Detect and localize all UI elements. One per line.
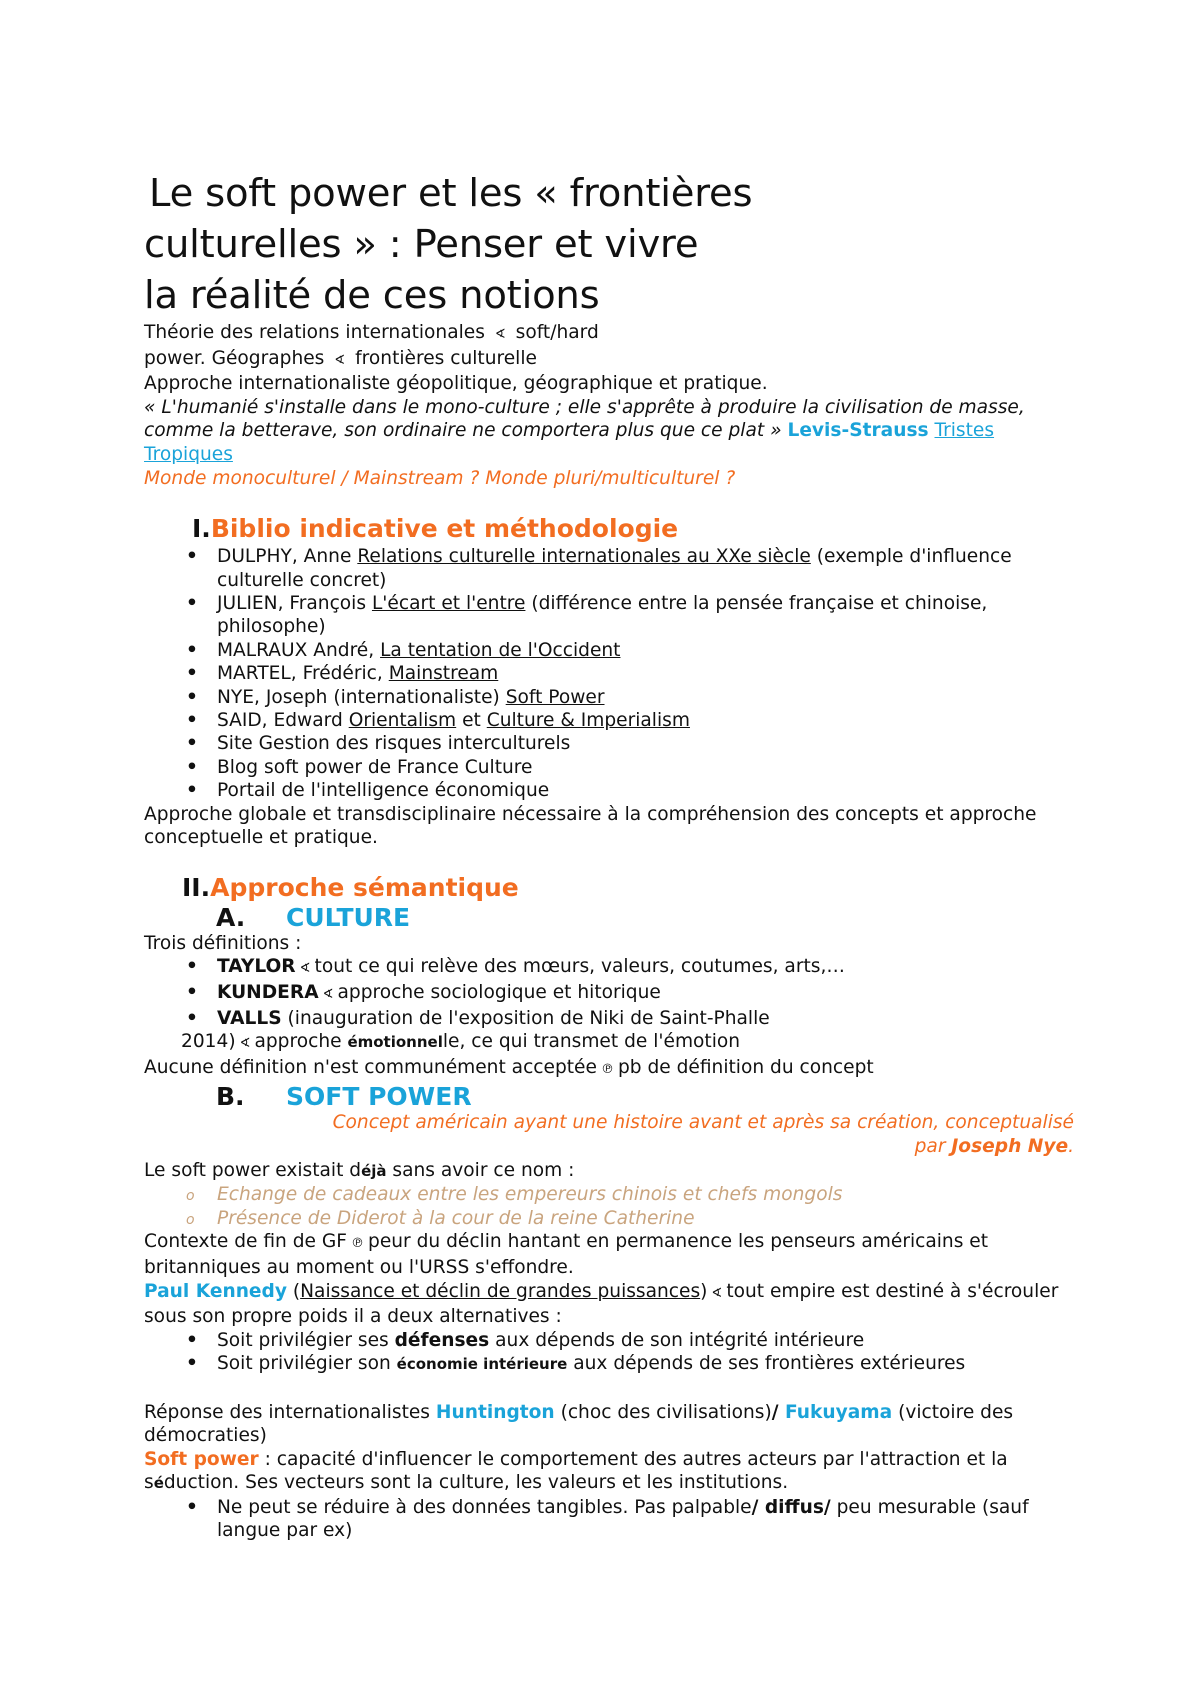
existait-line: Le soft power existait déjà sans avoir ce nom :: [144, 1159, 575, 1181]
alternatives-list: [144, 1329, 1074, 1377]
intro-quote: « L'humanié s'installe dans le mono-culture ; elle s'apprête à produire la civilisation de masse, comme la betterave, son ordinaire ne comportera plus que ce plat » Levis-Strauss Tristes Tropiques: [144, 396, 1025, 465]
title-line-3: la réalité de ces notions: [144, 273, 600, 318]
list-item: • VALLS (inauguration de l'exposition de Niki de Saint-Phalle: [144, 1007, 1074, 1031]
document-title: [144, 168, 1074, 321]
quote-book[interactable]: Tristes Tropiques: [144, 420, 995, 465]
soft-power-definition: Soft power : capacité d'influencer le comportement des autres acteurs par l'attraction et la séduction. Ses vecteurs sont la culture, les valeurs et les institutions.: [144, 1448, 1008, 1494]
intro-line-3: Approche internationaliste géopolitique, géographique et pratique.: [144, 373, 768, 395]
list-item: • Soit privilégier ses défenses aux dépends de son intégrité intérieure: [144, 1329, 1074, 1353]
intro-line-2: power. Géographes ∢ frontières culturelle: [144, 347, 537, 369]
list-item: • MARTEL, Frédéric, Mainstream: [144, 662, 1074, 685]
document-body: [144, 168, 1074, 1543]
list-item: • Portail de l'intelligence économique: [144, 779, 1074, 802]
list-item: • NYE, Joseph (internationaliste) Soft Power: [144, 686, 1074, 709]
arrow-symbol: ∢: [494, 327, 506, 342]
quote-author: Levis-Strauss: [787, 420, 929, 442]
subsection-a-heading: A. CULTURE: [216, 902, 411, 932]
section-1-heading: I.Biblio indicative et méthodologie: [192, 514, 679, 544]
definitions-list: [144, 955, 1074, 1030]
kennedy-paragraph: Paul Kennedy (Naissance et déclin de grandes puissances) ∢ tout empire est destiné à s'écrouler sous son propre poids il a deux alternatives :: [144, 1280, 1059, 1328]
reponse-paragraph: Réponse des internationalistes Huntington (choc des civilisations)/ Fukuyama (victoire des démocraties): [144, 1401, 1014, 1447]
subsection-b-heading: B. SOFT POWER: [216, 1082, 472, 1112]
list-item: • DULPHY, Anne Relations culturelle internationales au XXe siècle (exemple d'influence culturelle concret): [144, 545, 1074, 592]
list-item: • Blog soft power de France Culture: [144, 756, 1074, 779]
soft-power-notes: [144, 1496, 1074, 1543]
list-item: • Ne peut se réduire à des données tangibles. Pas palpable/ diffus/ peu mesurable (sauf langue par ex): [144, 1496, 1074, 1543]
title-line-1: Le soft power et les « frontières: [149, 171, 753, 216]
list-item: o Echange de cadeaux entre les empereurs chinois et chefs mongols: [144, 1183, 1074, 1207]
list-item: • KUNDERA ∢ approche sociologique et hitorique: [144, 981, 1074, 1007]
valls-continued: 2014) ∢ approche émotionnelle, ce qui transmet de l'émotion: [181, 1031, 741, 1053]
arrow-symbol: ∢: [334, 352, 346, 368]
intro-question: Monde monoculturel / Mainstream ? Monde pluri/multiculturel ?: [144, 467, 736, 489]
list-item: • Site Gestion des risques interculturels: [144, 732, 1074, 755]
concept-line-2: par Joseph Nye.: [914, 1135, 1074, 1157]
list-item: • MALRAUX André, La tentation de l'Occident: [144, 639, 1074, 662]
section-1-conclusion: Approche globale et transdisciplinaire nécessaire à la compréhension des concepts et approche conceptuelle et pratique.: [144, 803, 1037, 849]
bibliography-list: [144, 545, 1074, 802]
definitions-intro: Trois définitions :: [144, 932, 302, 954]
title-line-2: culturelles » : Penser et vivre: [144, 222, 699, 267]
section-2-heading: II.Approche sémantique: [182, 872, 519, 902]
intro-line-1: Théorie des relations internationales ∢ soft/hard: [144, 322, 599, 343]
list-item: • TAYLOR ∢ tout ce qui relève des mœurs, valeurs, coutumes, arts,…: [144, 955, 1074, 981]
concept-line-1: Concept américain ayant une histoire avant et après sa création, conceptualisé: [332, 1112, 1074, 1134]
list-item: • JULIEN, François L'écart et l'entre (différence entre la pensée française et chinoise, philosophe): [144, 592, 1074, 639]
contexte-paragraph: Contexte de fin de GF ℗ peur du déclin hantant en permanence les penseurs américains et britanniques au moment ou l'URSS s'effondre.: [144, 1231, 989, 1278]
list-item: • SAID, Edward Orientalism et Culture & Imperialism: [144, 709, 1074, 732]
definition-conclusion: Aucune définition n'est communément acceptée ℗ pb de définition du concept: [144, 1056, 874, 1078]
examples-list: [144, 1183, 1074, 1230]
list-item: o Présence de Diderot à la cour de la reine Catherine: [144, 1207, 1074, 1231]
list-item: • Soit privilégier son économie intérieure aux dépends de ses frontières extérieures: [144, 1352, 1074, 1377]
